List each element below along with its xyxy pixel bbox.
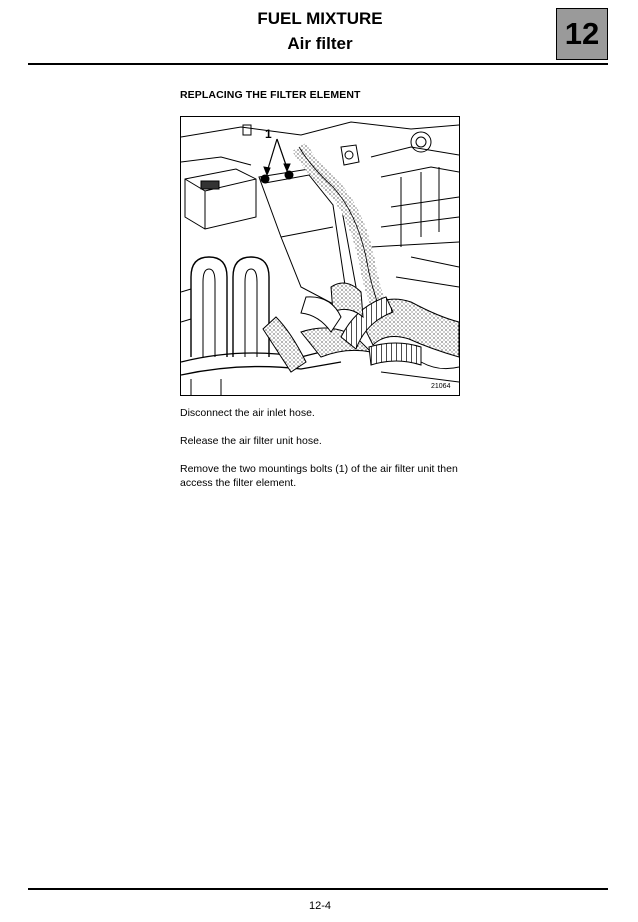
section-heading: REPLACING THE FILTER ELEMENT <box>180 89 361 101</box>
figure-reference: 21064 <box>431 383 451 390</box>
engine-drawing <box>181 117 459 395</box>
page-subtitle: Air filter <box>287 34 353 53</box>
step-remove-bolts: Remove the two mountings bolts (1) of the air filter unit then access the filter element. <box>180 463 458 489</box>
step-disconnect-inlet: Disconnect the air inlet hose. <box>180 407 315 419</box>
page-number: 12-4 <box>308 900 332 912</box>
footer-divider <box>28 888 608 890</box>
page-title: FUEL MIXTURE <box>257 9 383 28</box>
engine-illustration <box>180 116 460 396</box>
chapter-badge: 12 <box>556 8 608 60</box>
header-divider <box>28 63 608 65</box>
step-release-hose: Release the air filter unit hose. <box>180 435 322 447</box>
callout-label: 1 <box>265 127 272 141</box>
